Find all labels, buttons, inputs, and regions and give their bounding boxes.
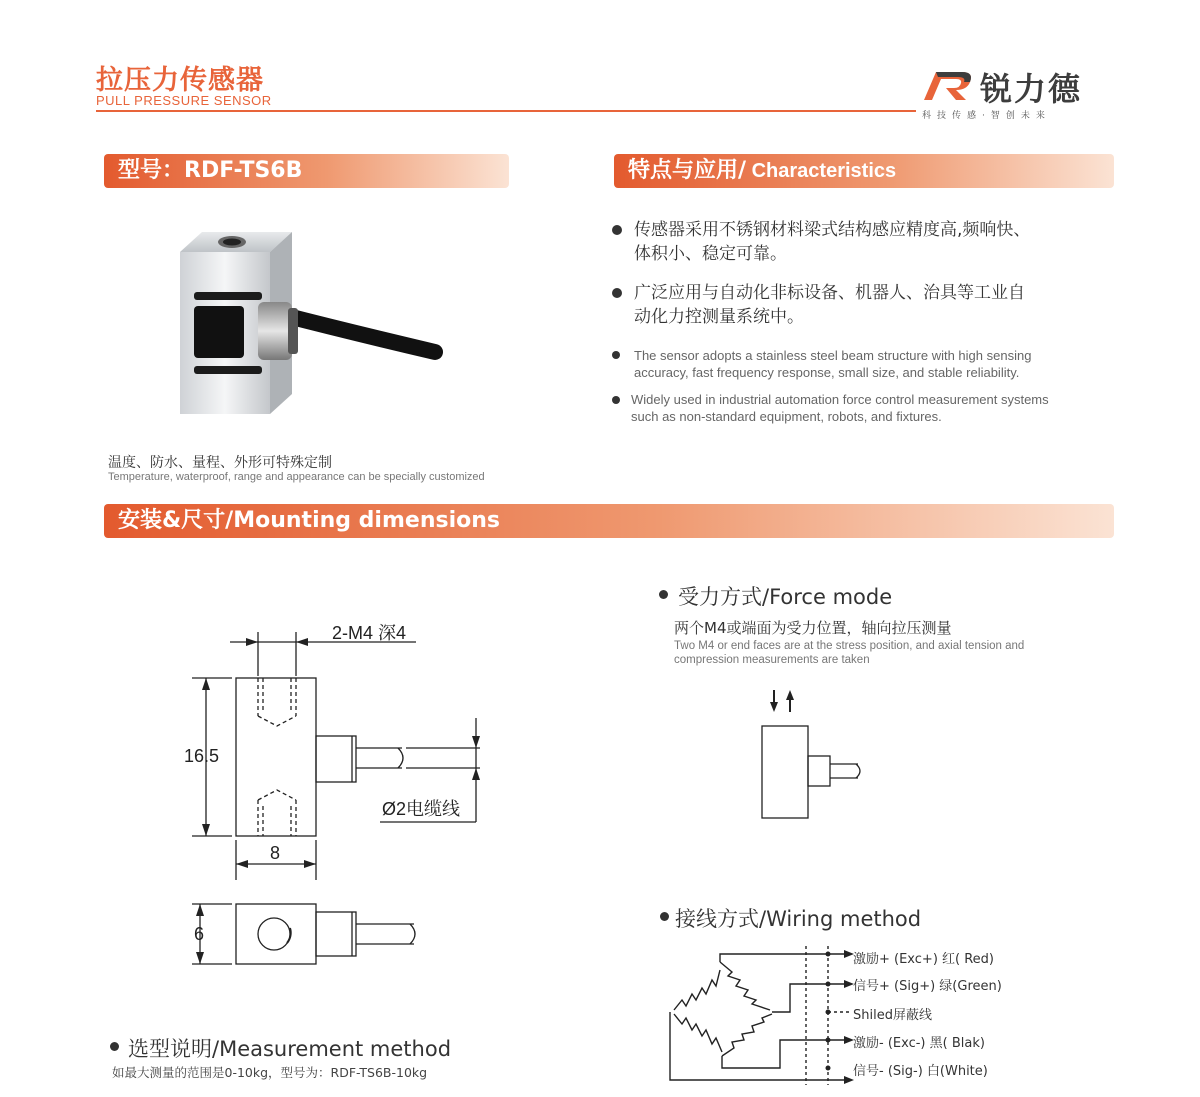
force-mode-diagram [756, 684, 866, 824]
page-title: 拉压力传感器 [96, 65, 264, 96]
wiring-title: 接线方式/Wiring method [675, 907, 922, 931]
bullet-icon [660, 912, 669, 921]
page-subtitle: PULL PRESSURE SENSOR [96, 93, 272, 108]
brand-slogan: 科技传感·智创未来 [922, 111, 1051, 121]
force-mode-desc-zh: 两个M4或端面为受力位置，轴向拉压测量 [674, 619, 952, 637]
char-item-zh-1: 传感器采用不锈钢材料梁式结构感应精度高,频响快、 体积小、稳定可靠。 [634, 220, 1031, 264]
char-item-zh-2: 广泛应用与自动化非标设备、机器人、治具等工业自 动化力控测量系统中。 [634, 283, 1025, 327]
width-dimension-label: 8 [270, 843, 281, 863]
bullet-icon [612, 288, 622, 298]
customization-note-zh: 温度、防水、量程、外形可特殊定制 [108, 455, 332, 471]
wire-label-sig-minus: 信号- (Sig-) 白(White) [853, 1064, 988, 1079]
wire-label-exc-plus: 激励+ (Exc+) 红( Red) [853, 952, 994, 967]
depth-dimension-label: 6 [194, 924, 205, 944]
measurement-example: 如最大测量的范围是0-10kg，型号为：RDF-TS6B-10kg [112, 1065, 428, 1080]
characteristics-title-zh: 特点与应用/ [628, 158, 747, 183]
thread-spec-label: 2-M4 深4 [332, 623, 407, 643]
cable-diameter-label: Ø2电缆线 [382, 799, 461, 819]
brand-name: 锐力德 [980, 70, 1083, 108]
bullet-icon [612, 351, 620, 359]
bullet-icon [612, 396, 620, 404]
measurement-title: 选型说明/Measurement method [128, 1037, 452, 1061]
bullet-icon [110, 1042, 119, 1051]
height-dimension-label: 16.5 [184, 746, 220, 766]
char-item-en-1: The sensor adopts a stainless steel beam structure with high sensing accuracy, fast frequency response, small size, and stable reliability. [634, 348, 1032, 380]
brand-logo-icon [922, 68, 976, 102]
model-bar: 型号：RDF-TS6B [104, 154, 509, 188]
force-mode-desc-en: Two M4 or end faces are at the stress position, and axial tension and compression measurements are taken [674, 640, 1025, 666]
characteristics-bar [614, 154, 1114, 188]
characteristics-title-en: Characteristics [746, 160, 897, 182]
wire-label-exc-minus: 激励- (Exc-) 黑( Blak) [853, 1036, 985, 1051]
char-item-en-2: Widely used in industrial automation force control measurement systems such as non-standard equipment, robots, and fixtures. [631, 392, 1049, 424]
bullet-icon [659, 590, 668, 599]
wiring-diagram [660, 940, 860, 1085]
force-mode-title: 受力方式/Force mode [678, 585, 893, 609]
customization-note-en: Temperature, waterproof, range and appearance can be specially customized [108, 471, 485, 483]
wire-label-shield: Shiled屏蔽线 [853, 1008, 932, 1023]
sensor-product-image [170, 222, 450, 422]
bullet-icon [612, 225, 622, 235]
wire-label-sig-plus: 信号+ (Sig+) 绿(Green) [853, 979, 1002, 994]
mounting-bar: 安装&尺寸/Mounting dimensions [104, 504, 1114, 538]
header-divider [96, 110, 916, 112]
